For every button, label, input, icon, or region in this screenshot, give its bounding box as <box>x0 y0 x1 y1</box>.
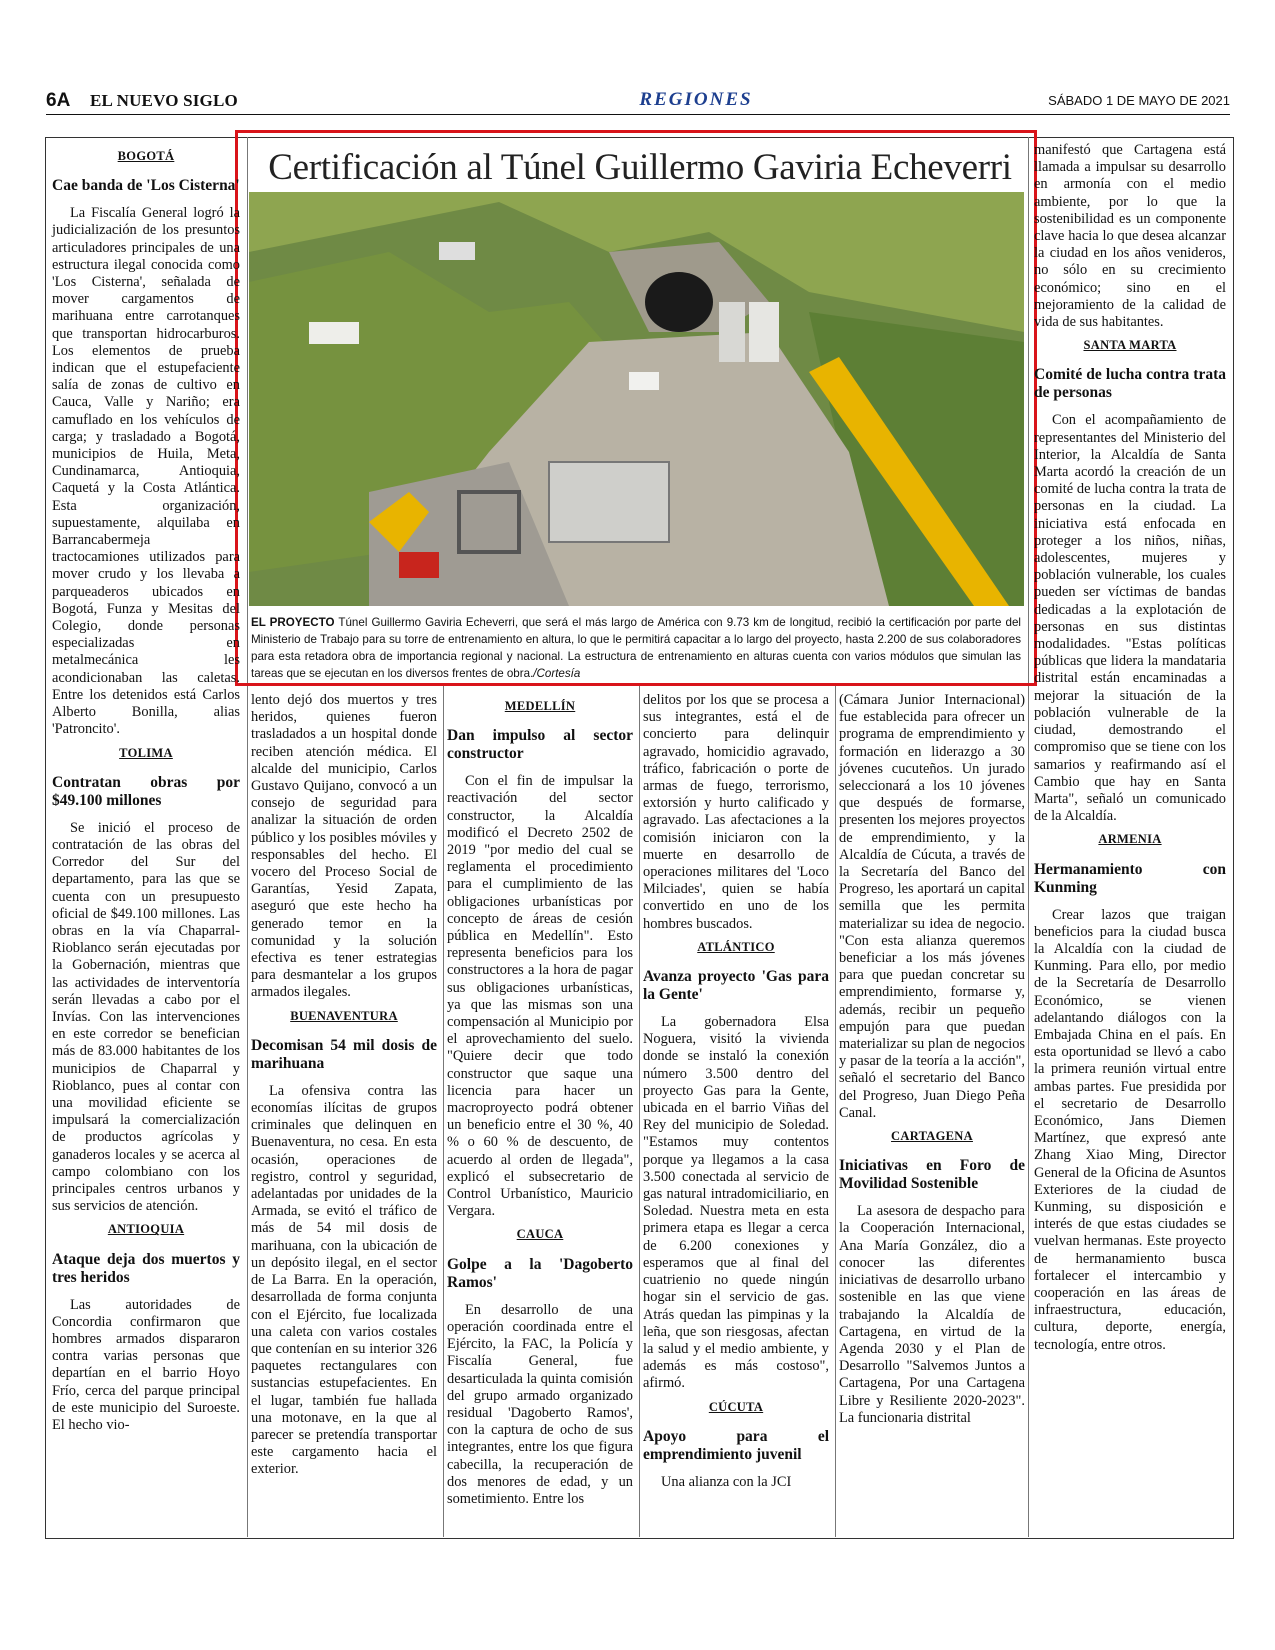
section-label-cauca: CAUCA <box>516 1227 564 1242</box>
article-body-tolima: Se inició el proceso de contratación de las obras del Corredor del Sur del departamento, para las que se cuenta con un presupuesto oficial de $49.100 millones. Las obras en la vía Chaparral-Rioblanco serán ejecutadas por la Gobernación, mientras que las actividades de interventoría serán llevadas a cabo por el Invías. Con las intervenciones en este corredor se benefician más de 83.000 habitantes de los municipios de Chaparral y Rioblanco, pues al contar con una movilidad eficiente se impulsará la comercialización de productos agrícolas y ganaderos locales y se acerca al campo colombiano con los principales centros urbanos y sus servicios de atención. <box>52 819 240 1215</box>
article-title-antioquia: Ataque deja dos muertos y tres heridos <box>52 1250 240 1286</box>
column-3 <box>447 692 633 1508</box>
section-label-tolima: TOLIMA <box>119 745 173 760</box>
article-title-buenaventura: Decomisan 54 mil dosis de marihuana <box>251 1036 437 1072</box>
article-title-medellin: Dan impulso al sector constructor <box>447 727 633 763</box>
article-title-atlantico: Avanza proyecto 'Gas para la Gente' <box>643 968 829 1004</box>
section-title: REGIONES <box>639 89 753 110</box>
column-4 <box>643 692 829 1491</box>
article-body-cauca-cont: delitos por los que se procesa a sus integrantes, está el de concierto para delinquir agravado, homicidio agravado, tráfico, fabricación o porte de armas de fuego, terrorismo, extorsión y hurto calificado y agravado. Las afectaciones a la comisión iniciaron con la muerte en desarrollo de operaciones militares del 'Loco Milciades', quien se había convertido en uno de los hombres buscados. <box>643 692 829 932</box>
article-body-bogota: La Fiscalía General logró la judicialización de los presuntos articuladores principales de una estructura ilegal conocida como 'Los Cisterna', señalada de mover cargamentos de marihuana entre carrotanques que transportan hidrocarburos. Los elementos de prueba indican que el estupefaciente salía de zonas de cultivo en Cauca, Valle y Nariño; era camuflado en los vehículos de carga; y trasladado a Bogotá, municipios de Huila, Meta, Cundinamarca, Antioquia, Caquetá y la Costa Atlántica. Esta organización, supuestamente, alquilaba en Barrancabermeja tractocamiones utilizados para mover crudo y los llevaba a parqueaderos ubicados en Bogotá, Funza y Mesitas del Colegio, donde personas especializadas en metalmecánica les acondicionaban las caletas. Entre los detenidos está Carlos Alberto Bonilla, alias 'Patroncito'. <box>52 205 240 738</box>
page-header <box>46 90 1230 115</box>
newspaper-name: EL NUEVO SIGLO <box>90 91 238 110</box>
column-rule <box>443 686 444 1537</box>
section-label-armenia: ARMENIA <box>1098 832 1162 847</box>
article-body-antioquia: Las autoridades de Concordia confirmaron que hombres armados dispararon contra varias personas que departían en el barrio Hoyo Frío, cerca del parque principal de este municipio del Suroeste. El hecho vio- <box>52 1296 240 1433</box>
article-body-armenia: Crear lazos que traigan beneficios para la ciudad busca la Alcaldía con la ciudad de Kunming. Para ello, por medio de la Secretaría de Desarrollo Económico, se vienen adelantando diálogos con la Embajada China en el país. En esta oportunidad se llevó a cabo la primera reunión virtual entre ambas partes. Fue presidida por el secretario de Desarrollo Económico, Jans Diemen Martínez, que expresó ante Zhang Xiao Ming, Director General de la Oficina de Asuntos Exteriores de la ciudad de Kunming, su disposición e interés de que estas ciudades se vuelvan hermanas. Este proyecto de hermanamiento busca fortalecer el intercambio y cooperación en las áreas de infraestructura, educación, cultura, deporte, energía, tecnología, entre otros. <box>1034 906 1226 1353</box>
article-title-tolima: Contratan obras por $49.100 millones <box>52 773 240 809</box>
column-1 <box>52 142 240 1434</box>
article-title-santa-marta: Comité de lucha contra trata de personas <box>1034 366 1226 402</box>
section-label-cartagena: CARTAGENA <box>891 1129 973 1144</box>
page-number: 6A <box>46 90 71 111</box>
article-title-bogota: Cae banda de 'Los Cisterna' <box>52 177 240 195</box>
article-body-cauca: En desarrollo de una operación coordinada entre el Ejército, la FAC, la Policía y Fiscalía General, fue desarticulada la quinta comisión del grupo armado organizado residual 'Dagoberto Ramos', con la captura de ocho de sus integrantes, entre los que figura cabecilla, la recuperación de dos menores de edad, y un sometimiento. Entre los <box>447 1301 633 1507</box>
section-label-bogota: BOGOTÁ <box>117 149 175 163</box>
article-body-cartagena-cont: manifestó que Cartagena está llamada a impulsar su desarrollo en armonía con el medio ambiente, por lo que la sostenibilidad es un componente clave hacia lo que desea alcanzar la ciudad en los años venideros, no sólo en su crecimiento económico; sino en el mejoramiento de la calidad de vida de sus habitantes. <box>1034 142 1226 331</box>
tunnel-construction-image <box>249 192 1024 606</box>
article-body-santa-marta: Con el acompañamiento de representantes del Ministerio del Interior, la Alcaldía de Santa Marta acordó la creación de un comité de lucha contra la trata de personas en la ciudad. La iniciativa está enfocada en proteger a los niños, niñas, adolescentes, mujeres y población vulnerable, los cuales pueden ser víctimas de bandas dedicadas a la explotación de personas en sus distintas modalidades. "Estas políticas públicas que lidera la mandataria distrital están encaminadas a mejorar la situación de la población vulnerable de la ciudad, demostrando el compromiso que se tiene con los samarios y reafirmando así el Cambio que hay en Santa Marta", señaló un comunicado de la Alcaldía. <box>1034 412 1226 825</box>
article-body-cartagena: La asesora de despacho para la Cooperación Internacional, Ana María González, dio a conocer las diferentes iniciativas de desarrollo urbano sostenible en las que viene trabajando la Alcaldía de Cartagena, en virtud de la Agenda 2030 y el Plan de Desarrollo "Salvemos Juntos a Cartagena, Por una Cartagena Libre y Resiliente 2020-2023". La funcionaria distrital <box>839 1203 1025 1426</box>
section-label-antioquia: ANTIOQUIA <box>107 1222 185 1237</box>
column-2 <box>251 692 437 1479</box>
section-label-santa-marta: SANTA MARTA <box>1083 338 1177 353</box>
column-5 <box>839 692 1025 1427</box>
photo-caption <box>251 614 1021 682</box>
caption-text: Túnel Guillermo Gaviria Echeverri, que será el más largo de América con 9.73 km de longitud, recibió la certificación por parte del Ministerio de Trabajo para su torre de entrenamiento en altura, lo que le permitirá capacitar a lo largo del proyecto, hasta 2.200 de sus colaboradores para esta retadora obra de importancia regional y nacional. La estructura de entrenamiento en alturas cuenta con varios módulos que simulan las tareas que se ejecutan en los diversos frentes de obra. <box>251 616 1022 680</box>
section-label-atlantico: ATLÁNTICO <box>697 939 775 954</box>
article-title-cartagena: Iniciativas en Foro de Movilidad Sostenible <box>839 1157 1025 1193</box>
column-6 <box>1034 142 1226 1354</box>
column-rule <box>639 686 640 1537</box>
article-body-cucuta: Una alianza con la JCI <box>661 1473 792 1490</box>
article-body-antioquia-cont: lento dejó dos muertos y tres heridos, quienes fueron trasladados a un hospital donde reciben atención médica. El alcalde del municipio, Carlos Gustavo Quijano, convocó a un consejo de seguridad para analizar la situación de orden público y los posibles móviles y responsables del hecho. El vocero del Proceso Social de Garantías, Yesid Zapata, aseguró que este hecho ha generado temor en la comunidad y la solución efectiva es tener estrategias para desmantelar a los grupos armados ilegales. <box>251 692 437 1001</box>
article-title-cauca: Golpe a la 'Dagoberto Ramos' <box>447 1255 633 1291</box>
article-title-armenia: Hermanamiento con Kunming <box>1034 860 1226 896</box>
article-body-buenaventura: La ofensiva contra las economías ilícitas de grupos criminales que delinquen en Buenaventura, no cesa. En esta ocasión, operaciones de registro, control y seguridad, adelantadas por unidades de la Armada, se evitó el tráfico de más de 54 mil dosis de marihuana, con la ubicación de un depósito ilegal, en el sector de La Barra. En la operación, desarrollada de forma conjunta con el Ejército, fue localizada una caleta con varios costales que contenían en su interior 326 paquetes rectangulares con sustancias estupefacientes. En el lugar, también fue hallada una motonave, en la que al parecer se pretendía transportar este cargamento hacia el exterior. <box>251 1082 437 1478</box>
tunnel-photo <box>249 192 1024 606</box>
section-label-medellin: MEDELLÍN <box>504 699 576 713</box>
issue-date: SÁBADO 1 DE MAYO DE 2021 <box>1048 93 1230 108</box>
article-body-atlantico: La gobernadora Elsa Noguera, visitó la vivienda donde se instaló la conexión número 3.500 dentro del proyecto Gas para la Gente, ubicada en el barrio Viñas del Rey del municipio de Soledad. "Estamos muy contentos porque ya llegamos a la casa 3.500 conectada al servicio de gas natural intradomiciliario, en Soledad. Nuestra meta en esta primera etapa es llegar a cerca de 6.200 conexiones y esperamos que al final del cuatrienio no quede ningún hogar sin el servicio de gas. Atrás quedan las pimpinas y la leña, que son riesgosas, afectan la salud y el medio ambiente, y además es más costoso", afirmó. <box>643 1014 829 1392</box>
caption-lead: EL PROYECTO <box>251 616 335 629</box>
column-rule <box>835 686 836 1537</box>
article-body-cucuta-cont: (Cámara Junior Internacional) fue establecida para ofrecer un programa de emprendimiento y formación en liderazgo a 30 jóvenes cucuteños. Un jurado seleccionará a los 10 jóvenes que después de formarse, presenten los mejores proyectos de emprendimiento, y la Alcaldía de Cúcuta, a través de la Secretaría del Banco del Progreso, les aportará un capital semilla que les permita materializar su idea de negocio. "Con esta alianza queremos beneficiar a los más jóvenes para que puedan concretar su emprendimiento, formarse y, además, recibir un pequeño empujón para que puedan materializar su plan de negocios y pasar de la teoría a la acción", señaló el secretario del Banco del Progreso, Juan Diego Peña Canal. <box>839 692 1025 1121</box>
section-label-buenaventura: BUENAVENTURA <box>290 1008 398 1023</box>
article-title-cucuta: Apoyo para el emprendimiento juvenil <box>643 1427 829 1463</box>
photo-credit: /Cortesía <box>533 667 581 680</box>
section-label-cucuta: CÚCUTA <box>708 1399 764 1414</box>
article-body-medellin: Con el fin de impulsar la reactivación del sector constructor, la Alcaldía modificó el Decreto 2502 de 2019 "por medio del cual se reglamenta el procedimiento para el cumplimiento de las obligaciones urbanísticas por concepto de áreas de cesión pública en Medellín". Esto representa beneficios para los constructores a la hora de pagar sus obligaciones urbanísticas, ya que las mismas son una compensación al Municipio por el aprovechamiento del suelo. "Quiere decir que todo constructor que saque una licencia para hacer un macroproyecto podrá obtener un beneficio entre el 30 %, 40 % o 60 % de descuento, de acuerdo al orden de llegada", explicó el subsecretario de Control Urbanístico, Mauricio Vergara. <box>447 773 633 1220</box>
feature-headline: Certificación al Túnel Guillermo Gaviria Echeverri <box>268 147 1012 188</box>
